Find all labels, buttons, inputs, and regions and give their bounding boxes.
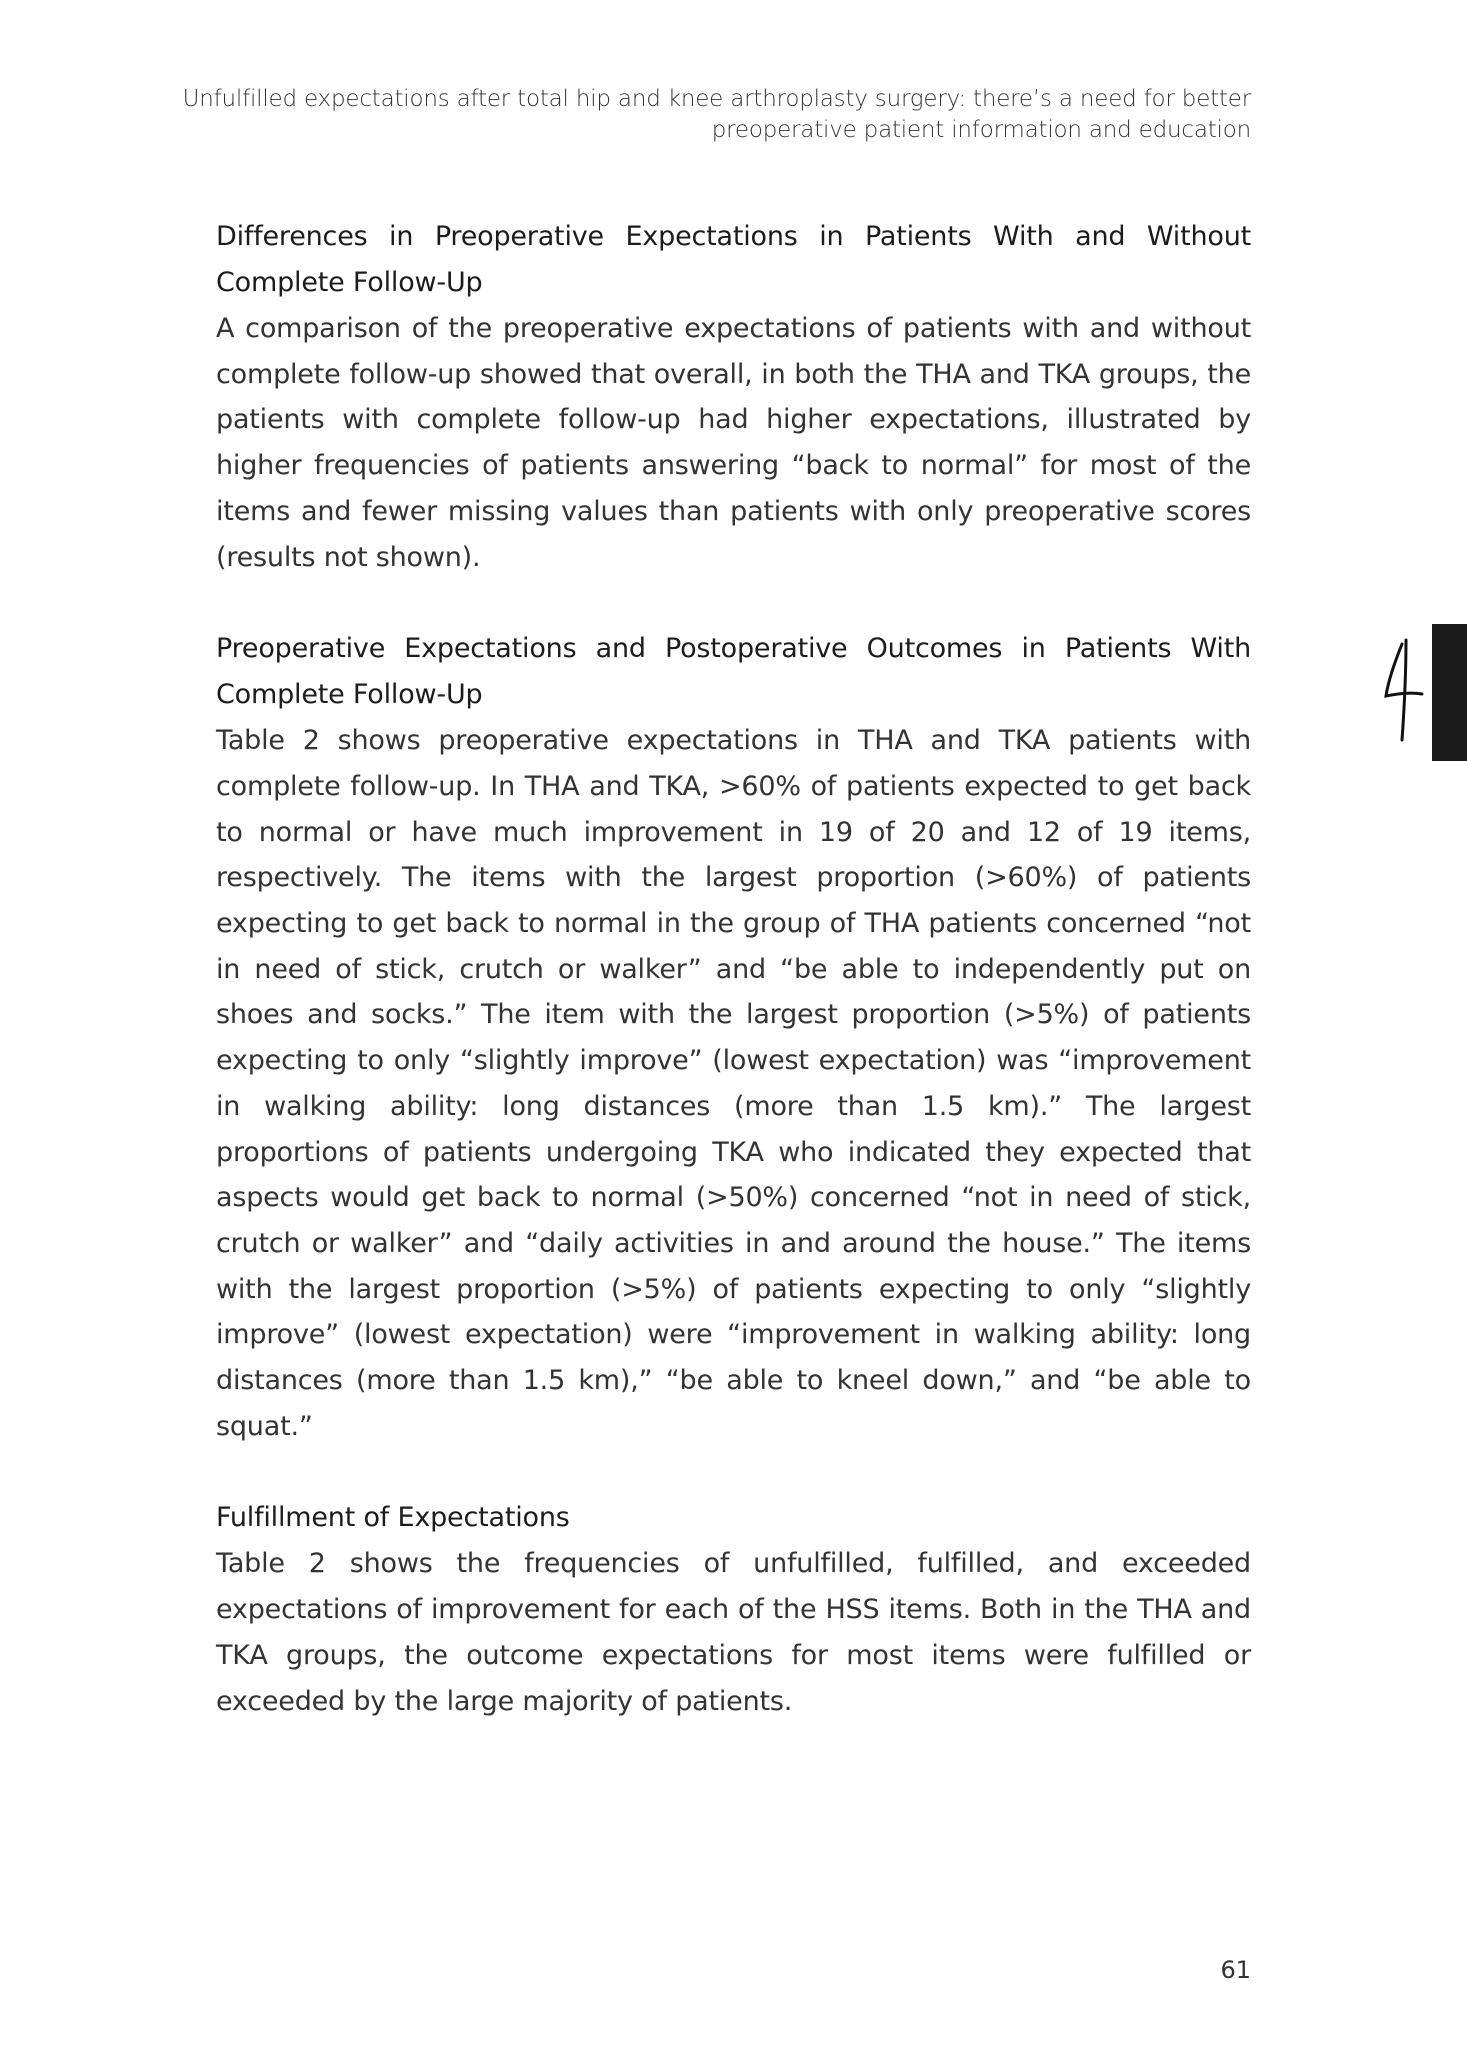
section-heading: Differences in Preoperative Expectations in Patients With and Without Complete Follow-Up [216,221,1251,298]
chapter-number-mark [1382,636,1426,746]
page-number: 61 [1220,1956,1251,1984]
section-heading: Fulfillment of Expectations [216,1502,570,1534]
section-heading: Preoperative Expectations and Postoperative Outcomes in Patients With Complete Follow-Up [216,633,1251,711]
section-expectations-outcomes [216,626,1251,1449]
chapter-tab [1432,624,1467,761]
section-paragraph: A comparison of the preoperative expectations of patients with and without complete follow-up showed that overall, in both the THA and TKA groups, the patients with complete follow-up had higher expectations, illustrated by higher frequencies of patients answering “back to normal” for most of the items and fewer missing values than patients with only preoperative scores (results not shown). [216,313,1251,573]
section-paragraph: Table 2 shows preoperative expectations in THA and TKA patients with complete follow-up. In THA and TKA, >60% of patients expected to get back to normal or have much improvement in 19 of 20 and 12 of 19 items, respectively. The items with the largest proportion (>60%) of patients expecting to get back to normal in the group of THA patients concerned “not in need of stick, crutch or walker” and “be able to independently put on shoes and socks.” The item with the largest proportion (>5%) of patients expecting to only “slightly improve” (lowest expectation) was “improvement in walking ability: long distances (more than 1.5 km).” The largest proportions of patients undergoing TKA who indicated they expected that aspects would get back to normal (>50%) concerned “not in need of stick, crutch or walker” and “daily activities in and around the house.” The items with the largest proportion (>5%) of patients expecting to only “slightly improve” (lowest expectation) were “improvement in walking ability: long distances (more than 1.5 km),” “be able to kneel down,” and “be able to squat.” [216,725,1251,1442]
main-content [216,214,1251,1770]
running-header: Unfulfilled expectations after total hip and knee arthroplasty surgery: there’s a need for better preoperative patient information and education [182,86,1251,143]
section-followup-differences [216,214,1251,580]
section-paragraph: Table 2 shows the frequencies of unfulfilled, fulfilled, and exceeded expectations of improvement for each of the HSS items. Both in the THA and TKA groups, the outcome expectations for most items were fulfilled or exceeded by the large majority of patients. [216,1548,1251,1717]
section-fulfillment [216,1495,1251,1724]
